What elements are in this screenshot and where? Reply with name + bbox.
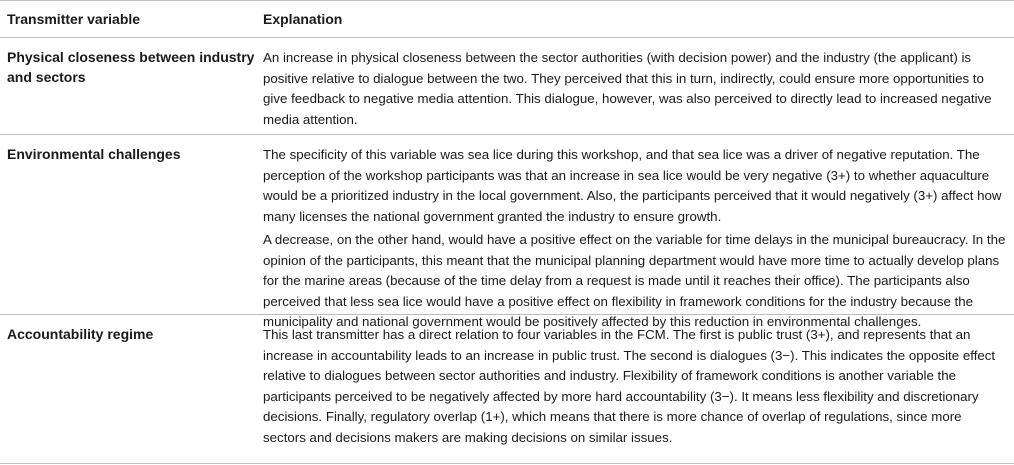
table-row bbox=[0, 135, 1014, 329]
explanation-cell bbox=[263, 135, 1014, 329]
explanation-cell bbox=[263, 38, 1014, 134]
header-transmitter-variable: Transmitter variable bbox=[7, 11, 141, 27]
table-row bbox=[0, 315, 1014, 464]
table-header-row bbox=[0, 0, 1014, 38]
explanation-cell bbox=[263, 315, 1014, 463]
table-row bbox=[0, 38, 1014, 135]
explanation-paragraph: An increase in physical closeness between the sector authorities (with decision power) and the industry (the applicant) is positive relative to dialogue between the two. They perceived that this in turn, indirectly, could ensure more opportunities to give feedback to negative media attention. This dialogue, however, was also perceived to directly lead to increased negative media attention. bbox=[263, 50, 992, 127]
explanation-paragraph: The specificity of this variable was sea lice during this workshop, and that sea lice was a driver of negative reputation. The perception of the workshop participants was that an increase in sea lice would be very negative (3+) to whether aquaculture would be a prioritized industry in the local government. Also, the participants perceived that it would negatively (3+) affect how many licenses the national government granted the industry to ensure growth. bbox=[263, 147, 1002, 224]
explanation-paragraph: A decrease, on the other hand, would have a positive effect on the variable for time delays in the municipal bureaucracy. In the opinion of the participants, this meant that the municipal planning department would have more time to actually develop plans for the marine areas (because of the time delay from a request is made until it reaches their office). The participants also perceived that less sea lice would have a positive effect on flexibility in framework conditions for the industry because the municipality and national government would be positively affected by this reduction in environmental challenges. bbox=[263, 232, 1006, 329]
header-explanation: Explanation bbox=[263, 10, 343, 27]
variable-cell: Environmental challenges bbox=[7, 146, 181, 162]
variable-cell: Accountability regime bbox=[7, 326, 154, 342]
variable-cell: Physical closeness between industry and sectors bbox=[7, 49, 255, 85]
explanation-paragraph: This last transmitter has a direct relation to four variables in the FCM. The first is public trust (3+), and represents that an increase in accountability leads to an increase in public trust. The second is dialogues (3−). This indicates the opposite effect relative to dialogues between sector authorities and industry. Flexibility of framework conditions is another variable the participants perceived to be negatively affected by more hard accountability (3−). It means less flexibility and discretionary decisions. Finally, regulatory overlap (1+), which means that there is more chance of overlap of regulations, since more sectors and decisions makers are making decisions on similar issues. bbox=[263, 327, 996, 445]
